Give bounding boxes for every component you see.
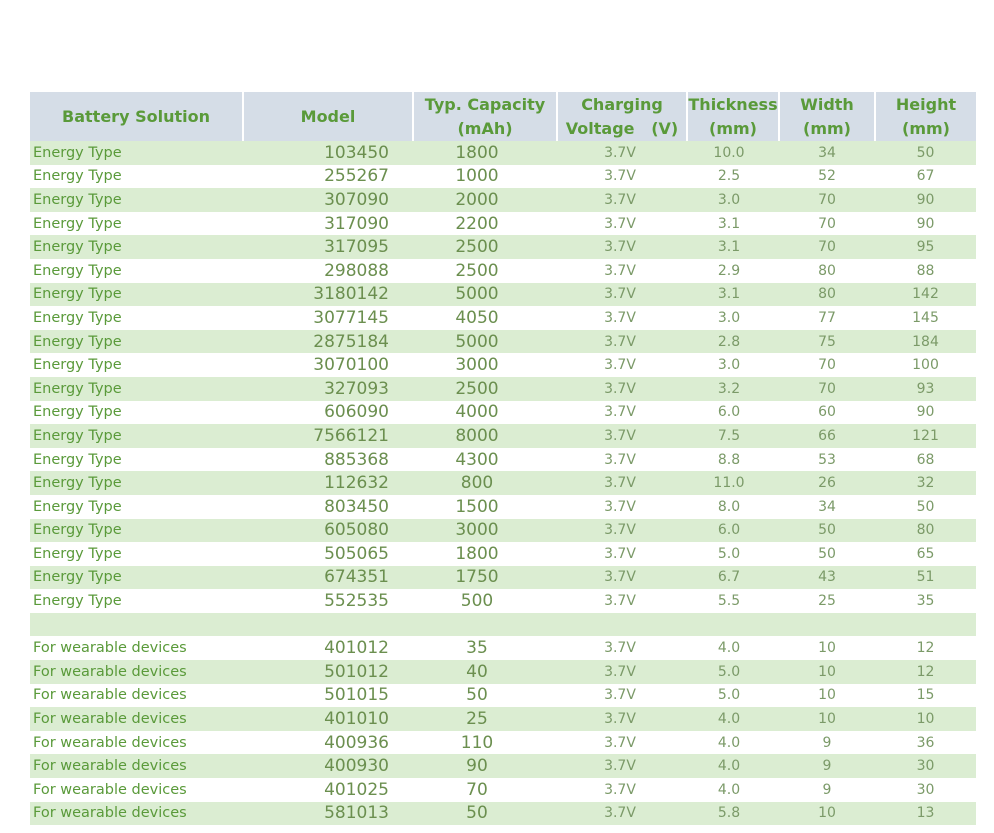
cell-battery-solution: Energy Type [30,330,243,354]
cell-width: 70 [779,377,875,401]
cell-voltage: 3.7V [557,754,687,778]
cell-width: 10 [779,802,875,826]
cell-width: 9 [779,754,875,778]
cell-voltage: 3.7V [557,660,687,684]
cell-battery-solution: For wearable devices [30,778,243,802]
cell-capacity: 90 [413,754,557,778]
cell-voltage: 3.7V [557,165,687,189]
cell-height: 142 [875,283,976,307]
cell-model: 2875184 [243,330,413,354]
cell-height: 93 [875,377,976,401]
cell-capacity: 4050 [413,306,557,330]
table-row [30,778,976,802]
table-row [30,188,976,212]
cell-width: 80 [779,259,875,283]
cell-height: 30 [875,754,976,778]
cell-voltage: 3.7V [557,471,687,495]
cell-capacity: 1500 [413,495,557,519]
cell-width: 9 [779,778,875,802]
cell-capacity: 2500 [413,235,557,259]
cell-battery-solution: Energy Type [30,259,243,283]
cell-model: 3077145 [243,306,413,330]
cell-model: 400936 [243,731,413,755]
cell-voltage: 3.7V [557,566,687,590]
cell-height: 12 [875,660,976,684]
cell-thickness: 6.0 [687,519,779,543]
cell-model: 803450 [243,495,413,519]
cell-capacity: 2200 [413,212,557,236]
table-row [30,141,976,165]
cell-height: 100 [875,353,976,377]
cell-width: 70 [779,188,875,212]
battery-spec-table [30,92,976,825]
cell-battery-solution: Energy Type [30,306,243,330]
table-row [30,353,976,377]
cell-model: 501012 [243,660,413,684]
cell-battery-solution: For wearable devices [30,636,243,660]
cell-capacity: 3000 [413,519,557,543]
cell-capacity: 8000 [413,424,557,448]
cell-thickness: 11.0 [687,471,779,495]
cell-model: 317095 [243,235,413,259]
cell-capacity: 2500 [413,259,557,283]
cell-model: 401010 [243,707,413,731]
cell-width: 10 [779,636,875,660]
cell-capacity: 3000 [413,353,557,377]
cell-height: 51 [875,566,976,590]
cell-thickness: 5.0 [687,660,779,684]
cell-battery-solution: Energy Type [30,235,243,259]
cell-height: 90 [875,188,976,212]
cell-capacity: 50 [413,802,557,826]
cell-battery-solution: Energy Type [30,212,243,236]
cell-width: 10 [779,684,875,708]
table-spacer-row [30,613,976,637]
cell-voltage: 3.7V [557,212,687,236]
cell-width [779,613,875,637]
cell-voltage: 3.7V [557,424,687,448]
cell-height: 15 [875,684,976,708]
cell-capacity: 500 [413,589,557,613]
cell-width: 75 [779,330,875,354]
cell-model: 505065 [243,542,413,566]
table-row [30,471,976,495]
cell-battery-solution: Energy Type [30,566,243,590]
cell-thickness: 3.1 [687,212,779,236]
cell-width: 77 [779,306,875,330]
cell-width: 10 [779,707,875,731]
cell-capacity: 40 [413,660,557,684]
cell-capacity: 50 [413,684,557,708]
cell-voltage: 3.7V [557,778,687,802]
table-row [30,283,976,307]
table-row [30,330,976,354]
cell-height: 121 [875,424,976,448]
cell-height: 12 [875,636,976,660]
cell-width: 25 [779,589,875,613]
table-header-row [30,92,976,141]
cell-battery-solution: Energy Type [30,188,243,212]
cell-width: 66 [779,424,875,448]
cell-voltage: 3.7V [557,306,687,330]
cell-capacity: 4300 [413,448,557,472]
cell-height: 90 [875,401,976,425]
cell-voltage: 3.7V [557,259,687,283]
table-row [30,660,976,684]
cell-thickness: 5.8 [687,802,779,826]
cell-voltage [557,613,687,637]
cell-battery-solution: Energy Type [30,401,243,425]
cell-height: 35 [875,589,976,613]
cell-model: 307090 [243,188,413,212]
cell-thickness: 2.8 [687,330,779,354]
table-row [30,566,976,590]
cell-voltage: 3.7V [557,495,687,519]
header-height: Height (mm) [875,92,976,141]
cell-height: 184 [875,330,976,354]
cell-voltage: 3.7V [557,519,687,543]
cell-battery-solution: Energy Type [30,542,243,566]
table-row [30,519,976,543]
cell-battery-solution: For wearable devices [30,802,243,826]
cell-thickness: 4.0 [687,778,779,802]
cell-thickness: 3.0 [687,306,779,330]
cell-model: 255267 [243,165,413,189]
cell-width: 34 [779,141,875,165]
table-row [30,377,976,401]
header-model: Model [243,92,413,141]
cell-battery-solution: Energy Type [30,424,243,448]
cell-voltage: 3.7V [557,377,687,401]
cell-capacity: 25 [413,707,557,731]
cell-width: 50 [779,519,875,543]
cell-battery-solution: For wearable devices [30,660,243,684]
cell-battery-solution: Energy Type [30,519,243,543]
cell-model: 400930 [243,754,413,778]
cell-width: 53 [779,448,875,472]
cell-voltage: 3.7V [557,401,687,425]
cell-width: 10 [779,660,875,684]
cell-model [243,613,413,637]
cell-height: 88 [875,259,976,283]
cell-battery-solution: Energy Type [30,589,243,613]
cell-thickness: 3.0 [687,353,779,377]
cell-battery-solution: Energy Type [30,283,243,307]
cell-height: 50 [875,495,976,519]
cell-model: 885368 [243,448,413,472]
table-row [30,589,976,613]
cell-model: 3180142 [243,283,413,307]
cell-voltage: 3.7V [557,353,687,377]
table-row [30,754,976,778]
cell-battery-solution: Energy Type [30,495,243,519]
cell-battery-solution: For wearable devices [30,684,243,708]
cell-voltage: 3.7V [557,589,687,613]
cell-voltage: 3.7V [557,731,687,755]
table-row [30,731,976,755]
table-row [30,542,976,566]
cell-battery-solution: Energy Type [30,353,243,377]
cell-voltage: 3.7V [557,636,687,660]
cell-height: 68 [875,448,976,472]
cell-thickness [687,613,779,637]
cell-battery-solution: For wearable devices [30,754,243,778]
table-row [30,235,976,259]
cell-model: 501015 [243,684,413,708]
cell-voltage: 3.7V [557,448,687,472]
cell-model: 103450 [243,141,413,165]
cell-thickness: 7.5 [687,424,779,448]
cell-battery-solution: Energy Type [30,165,243,189]
header-battery-solution: Battery Solution [30,92,243,141]
cell-model: 401025 [243,778,413,802]
cell-thickness: 4.0 [687,636,779,660]
cell-thickness: 3.1 [687,283,779,307]
cell-capacity: 2000 [413,188,557,212]
cell-thickness: 5.0 [687,684,779,708]
table-row [30,495,976,519]
cell-battery-solution: Energy Type [30,377,243,401]
table-row [30,448,976,472]
cell-capacity: 1800 [413,141,557,165]
table-row [30,306,976,330]
cell-thickness: 5.5 [687,589,779,613]
cell-voltage: 3.7V [557,684,687,708]
cell-height: 13 [875,802,976,826]
cell-voltage: 3.7V [557,235,687,259]
header-charging-voltage: Charging Voltage (V) [557,92,687,141]
table-row [30,636,976,660]
cell-capacity: 5000 [413,283,557,307]
cell-thickness: 3.0 [687,188,779,212]
cell-thickness: 6.0 [687,401,779,425]
cell-height: 80 [875,519,976,543]
cell-width: 80 [779,283,875,307]
table-row [30,212,976,236]
cell-battery-solution: Energy Type [30,141,243,165]
cell-model: 317090 [243,212,413,236]
cell-width: 9 [779,731,875,755]
table-row [30,802,976,826]
cell-voltage: 3.7V [557,141,687,165]
cell-model: 7566121 [243,424,413,448]
cell-width: 52 [779,165,875,189]
cell-width: 60 [779,401,875,425]
cell-capacity: 4000 [413,401,557,425]
table-row [30,424,976,448]
cell-battery-solution: Energy Type [30,471,243,495]
cell-thickness: 4.0 [687,731,779,755]
cell-model: 552535 [243,589,413,613]
cell-thickness: 10.0 [687,141,779,165]
cell-capacity: 70 [413,778,557,802]
cell-thickness: 4.0 [687,707,779,731]
table-row [30,259,976,283]
cell-width: 50 [779,542,875,566]
table-row [30,165,976,189]
cell-thickness: 5.0 [687,542,779,566]
cell-width: 70 [779,353,875,377]
cell-thickness: 6.7 [687,566,779,590]
header-thickness: Thickness (mm) [687,92,779,141]
cell-height: 90 [875,212,976,236]
cell-voltage: 3.7V [557,802,687,826]
cell-voltage: 3.7V [557,707,687,731]
cell-model: 606090 [243,401,413,425]
cell-model: 112632 [243,471,413,495]
cell-battery-solution [30,613,243,637]
table-row [30,707,976,731]
cell-model: 401012 [243,636,413,660]
cell-capacity: 110 [413,731,557,755]
cell-thickness: 8.8 [687,448,779,472]
cell-battery-solution: For wearable devices [30,731,243,755]
cell-thickness: 2.5 [687,165,779,189]
table-row [30,684,976,708]
cell-width: 34 [779,495,875,519]
cell-voltage: 3.7V [557,188,687,212]
cell-height: 36 [875,731,976,755]
cell-capacity: 2500 [413,377,557,401]
cell-thickness: 3.2 [687,377,779,401]
cell-capacity [413,613,557,637]
cell-voltage: 3.7V [557,542,687,566]
cell-model: 674351 [243,566,413,590]
cell-thickness: 4.0 [687,754,779,778]
cell-model: 581013 [243,802,413,826]
cell-model: 327093 [243,377,413,401]
cell-capacity: 800 [413,471,557,495]
cell-height: 95 [875,235,976,259]
cell-height [875,613,976,637]
cell-thickness: 2.9 [687,259,779,283]
cell-capacity: 1750 [413,566,557,590]
cell-capacity: 1000 [413,165,557,189]
cell-thickness: 3.1 [687,235,779,259]
cell-capacity: 5000 [413,330,557,354]
cell-model: 3070100 [243,353,413,377]
cell-model: 298088 [243,259,413,283]
cell-height: 30 [875,778,976,802]
header-width: Width (mm) [779,92,875,141]
cell-capacity: 1800 [413,542,557,566]
cell-width: 43 [779,566,875,590]
cell-battery-solution: For wearable devices [30,707,243,731]
cell-voltage: 3.7V [557,330,687,354]
cell-capacity: 35 [413,636,557,660]
cell-width: 26 [779,471,875,495]
cell-width: 70 [779,212,875,236]
table-row [30,401,976,425]
cell-battery-solution: Energy Type [30,448,243,472]
cell-model: 605080 [243,519,413,543]
cell-height: 145 [875,306,976,330]
cell-height: 10 [875,707,976,731]
cell-height: 50 [875,141,976,165]
header-capacity: Typ. Capacity (mAh) [413,92,557,141]
cell-height: 67 [875,165,976,189]
cell-height: 32 [875,471,976,495]
table-body [30,141,976,825]
cell-height: 65 [875,542,976,566]
cell-width: 70 [779,235,875,259]
cell-thickness: 8.0 [687,495,779,519]
cell-voltage: 3.7V [557,283,687,307]
